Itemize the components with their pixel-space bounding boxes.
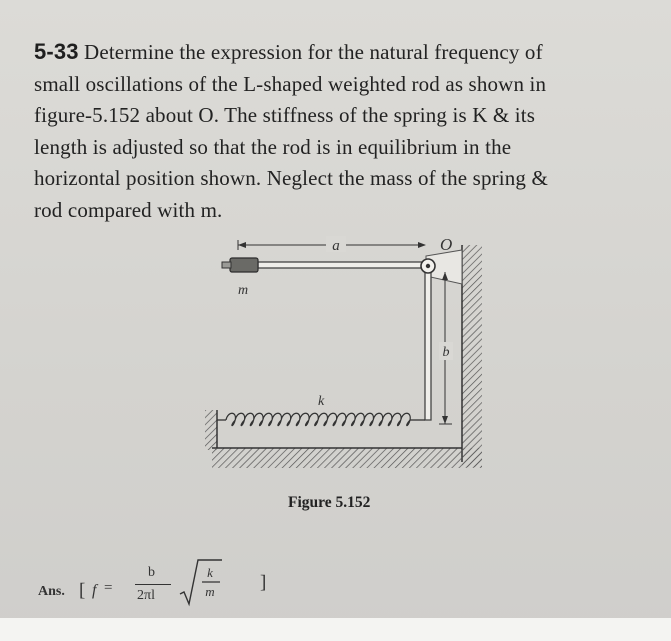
label-b: b: [442, 345, 450, 360]
problem-line-4: length is adjusted so that the rod is in equilibrium in the: [34, 134, 512, 159]
label-k: k: [318, 394, 325, 409]
answer-equals: =: [104, 580, 113, 596]
answer-open-bracket: [: [79, 580, 86, 601]
figure-caption: Figure 5.152: [288, 494, 371, 511]
horizontal-rod: [258, 262, 426, 268]
bottom-margin: [0, 618, 671, 641]
answer-label: Ans.: [38, 584, 65, 599]
label-o: O: [440, 235, 453, 254]
answer-close-bracket: ]: [260, 572, 267, 593]
problem-line-2: small oscillations of the L-shaped weighted rod as shown in: [34, 71, 547, 96]
label-a: a: [332, 238, 340, 254]
problem-line-6: rod compared with m.: [34, 197, 223, 222]
sqrt-sign-icon: [38, 556, 298, 608]
label-m: m: [238, 283, 249, 298]
problem-line-5: horizontal position shown. Neglect the mass of the spring &: [34, 166, 548, 190]
answer-root-numerator: k: [207, 565, 213, 580]
mass-block: [230, 258, 258, 272]
answer-f-symbol: f: [92, 582, 97, 599]
spring-wall-hatch: [205, 410, 217, 450]
arrow-down-icon: [442, 416, 448, 424]
problem-number: 5-33: [34, 39, 79, 64]
answer-formula: [38, 556, 298, 608]
floor-hatch: [212, 448, 482, 468]
arrow-left-icon: [238, 242, 246, 248]
answer-denominator: 2πl: [137, 588, 155, 603]
wall-hatch-right: [462, 245, 482, 467]
answer-numerator: b: [148, 565, 155, 580]
spring-coil: [226, 413, 410, 425]
vertical-rod: [425, 270, 431, 420]
answer-root-denominator: m: [205, 584, 215, 599]
problem-line-3: figure-5.152 about O. The stiffness of the spring is K & its: [34, 103, 536, 127]
arrow-right-icon: [418, 242, 426, 248]
problem-text-1: Determine the expression for the natural frequency of: [78, 40, 543, 64]
